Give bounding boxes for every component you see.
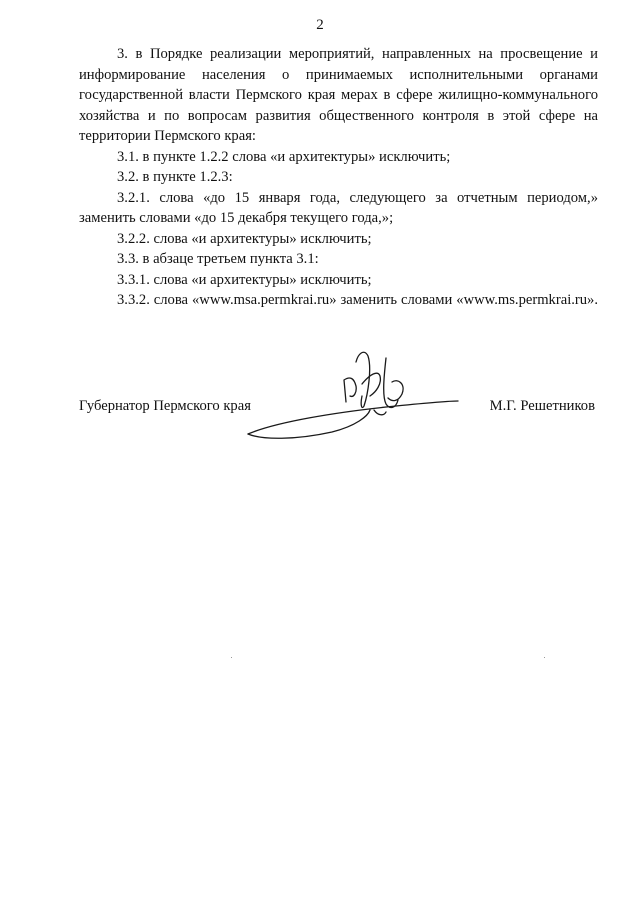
paragraph: 3.3. в абзаце третьем пункта 3.1: bbox=[117, 251, 319, 267]
paragraph: 3.3.1. слова «и архитектуры» исключить; bbox=[117, 271, 372, 288]
document-body bbox=[79, 44, 598, 311]
paragraph: 3.1. в пункте 1.2.2 слова «и архитектуры» исключить; bbox=[117, 148, 451, 165]
scan-speck bbox=[544, 657, 545, 658]
paragraph: 3.2. в пункте 1.2.3: bbox=[117, 169, 233, 185]
signature-block bbox=[79, 398, 598, 422]
signer-position: Губернатор Пермского края bbox=[79, 398, 251, 414]
handwritten-signature bbox=[236, 336, 466, 446]
paragraph: 3.2.1. слова «до 15 января года, следующего за отчетным периодом,» заменить словами «до 15 декабря текущего года,»; bbox=[79, 189, 598, 226]
scan-speck bbox=[231, 657, 232, 658]
paragraph: 3.2.2. слова «и архитектуры» исключить; bbox=[117, 230, 372, 247]
paragraph: 3.3.2. слова «www.msa.permkrai.ru» заменить словами «www.ms.permkrai.ru». bbox=[117, 292, 598, 308]
page-number: 2 bbox=[316, 17, 324, 33]
signer-name: М.Г. Решетников bbox=[489, 398, 595, 414]
paragraph: 3. в Порядке реализации мероприятий, направленных на просвещение и информирование населения о принимаемых исполнительными органами государственной власти Пермского края мерах в сфере жилищно-коммунального хозяйства и по вопросам развития общественного контроля в этой сфере на территории Пермского края: bbox=[79, 46, 598, 144]
